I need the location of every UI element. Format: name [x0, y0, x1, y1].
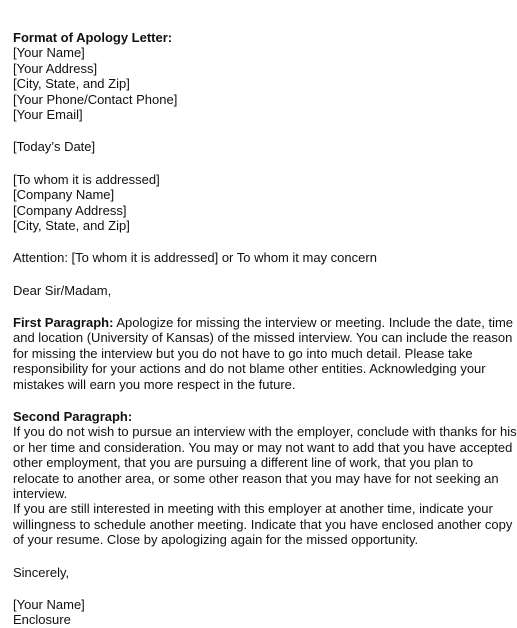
first-paragraph-line: mistakes will earn you more respect in the future.	[13, 376, 296, 392]
enclosure-note: Enclosure	[13, 612, 71, 628]
recipient-name: [To whom it is addressed]	[13, 171, 160, 187]
recipient-block	[13, 172, 483, 234]
second-paragraph-line: If you do not wish to pursue an interview with the employer, conclude with thanks for his	[13, 424, 517, 440]
second-paragraph-line: willingness to schedule another meeting. Indicate that you have enclosed another copy	[13, 516, 513, 532]
second-paragraph-line: of your resume. Close by apologizing again for the missed opportunity.	[13, 532, 419, 548]
second-paragraph-line: If you are still interested in meeting with this employer at another time, indicate your	[13, 501, 493, 517]
letter-heading: Format of Apology Letter:	[13, 30, 173, 45]
first-paragraph-line: and location (University of Kansas) of the missed interview. You can include the reason	[13, 330, 513, 346]
second-paragraph-line: relocate to another area, or some other reason that you may have for not seeking an	[13, 470, 499, 486]
first-paragraph	[13, 315, 514, 392]
second-paragraph-line: or her time and consideration. You may or may not want to add that you have accepted	[13, 439, 513, 455]
letter-date: [Today’s Date]	[13, 139, 96, 155]
sender-email: [Your Email]	[13, 106, 83, 122]
signature-block	[13, 597, 483, 628]
apology-letter-template	[13, 30, 517, 628]
recipient-company-address: [Company Address]	[13, 202, 127, 218]
salutation: Dear Sir/Madam,	[13, 282, 112, 298]
first-paragraph-line: for missing the interview but you do not have to go into much detail. Please take	[13, 345, 473, 361]
second-paragraph	[13, 409, 517, 548]
second-paragraph-line: other employment, that you are pursuing a different line of work, that you plan to	[13, 455, 474, 471]
second-paragraph-line: interview.	[13, 485, 68, 501]
sender-city-state-zip: [City, State, and Zip]	[13, 76, 130, 92]
sender-address: [Your Address]	[13, 60, 98, 76]
sender-phone: [Your Phone/Contact Phone]	[13, 91, 178, 107]
recipient-company: [Company Name]	[13, 187, 115, 203]
recipient-city-state-zip: [City, State, and Zip]	[13, 217, 130, 233]
first-paragraph-line: responsibility for your actions and do not blame other entities. Acknowledging your	[13, 361, 486, 377]
second-paragraph-label: Second Paragraph:	[13, 409, 133, 425]
first-paragraph-label: First Paragraph:	[13, 315, 114, 331]
first-paragraph-line: Apologize for missing the interview or meeting. Include the date, time	[113, 315, 514, 331]
signature-name: [Your Name]	[13, 596, 85, 612]
closing: Sincerely,	[13, 564, 70, 580]
sender-name: [Your Name]	[13, 45, 85, 61]
attention-line: Attention: [To whom it is addressed] or To whom it may concern	[13, 250, 377, 266]
sender-block	[13, 45, 483, 122]
